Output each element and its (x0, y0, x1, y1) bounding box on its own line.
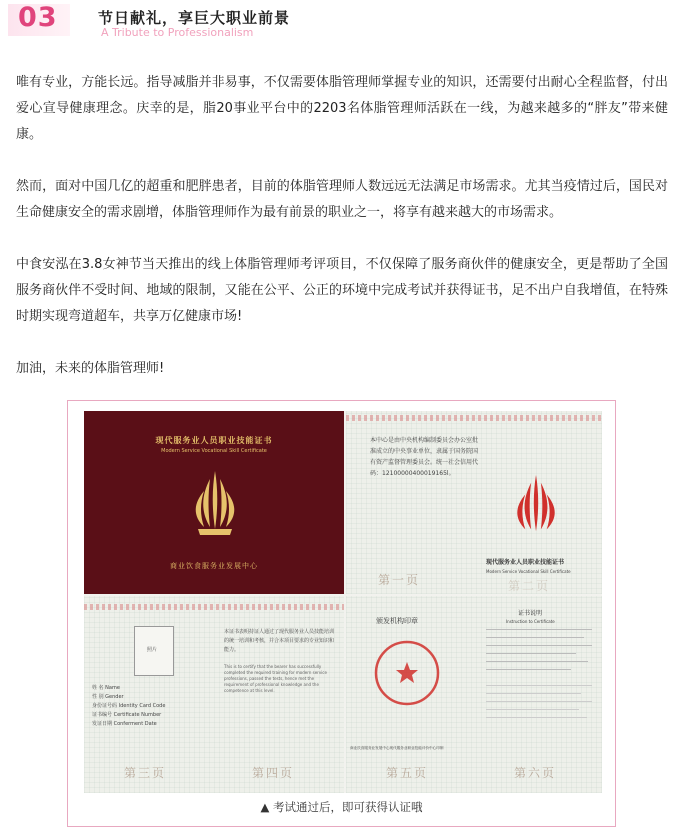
notes-lines (486, 628, 592, 724)
certificate-page-3-4 (84, 596, 344, 793)
paragraph: 唯有专业，方能长远。指导减脂并非易事，不仅需要体脂管理师掌握专业的知识，还需要付出耐心全程监督，付出爱心宣导健康理念。庆幸的是，脂20事业平台中的2203名体脂管理师活跃在一线，为越来越多的“胖友”带来健康。 (16, 75, 668, 142)
page1-label: 第一页 (378, 573, 421, 587)
field-cert-number: 证书编号 Certificate Number (92, 712, 162, 718)
section-subtitle: A Tribute to Professionalism (101, 26, 254, 39)
page6-label: 第六页 (514, 766, 557, 780)
photo-placeholder (134, 626, 174, 676)
section-number-badge (8, 4, 70, 36)
certificate-page-5-6 (346, 596, 602, 793)
section-title: 节日献礼，享巨大职业前景 (98, 9, 291, 27)
page4-label: 第四页 (252, 766, 295, 780)
official-seal-icon (372, 638, 442, 708)
cover-issuer: 商业饮食服务业发展中心 (170, 562, 258, 570)
notes-title-en: Instruction to Certificate (506, 619, 555, 624)
section-number: 03 (18, 2, 58, 33)
field-date: 发证日期 Conferment Date (92, 721, 157, 727)
page1-text: 本中心是由中央机构编制委员会办公室批准成立的中央事业单位，隶属于国务院国有资产监督管理委员会。统一社会信用代码：12100000400019165l。 (370, 437, 479, 477)
figure-caption: ▲ 考试通过后，即可获得认证哦 (260, 800, 423, 814)
decorative-band (84, 604, 344, 610)
certificate-photo (84, 411, 602, 793)
red-emblem-icon (511, 473, 561, 541)
article-body (16, 70, 668, 408)
decorative-band (346, 415, 602, 421)
paragraph: 然而，面对中国几亿的超重和肥胖患者，目前的体脂管理师人数远远无法满足市场需求。尤其当疫情过后，国民对生命健康安全的需求剧增，体脂管理师作为最有前景的职业之一，将享有越来越大的市场需求。 (16, 179, 668, 220)
paragraph: 加油，未来的体脂管理师! (16, 361, 165, 376)
field-name: 姓 名 Name (92, 685, 120, 691)
page2-title: 现代服务业人员职业技能证书 (486, 559, 565, 566)
notes-title: 证书说明 (518, 610, 543, 617)
paragraph: 中食安泓在3.8女神节当天推出的线上体脂管理师考评项目，不仅保障了服务商伙伴的健康安全，更是帮助了全国服务商伙伴不受时间、地域的限制，又能在公平、公正的环境中完成考试并获得证书，足不出户自我增值，在特殊时期实现弯道超车，共享万亿健康市场! (16, 257, 668, 324)
cover-title: 现代服务业人员职业技能证书 (155, 436, 273, 445)
certificate-page-1-2 (346, 411, 602, 594)
page2-label: 第二页 (508, 579, 551, 593)
page4-text-en: This is to certify that the bearer has successfully completed the required training for modern service professions, passed the tests, hence met the requirement of professional knowledge and the competence at this level. (224, 664, 327, 693)
field-id: 身份证号码 Identity Card Code (92, 703, 166, 709)
section-header (8, 4, 672, 40)
page3-label: 第三页 (124, 766, 167, 780)
photo-label: 照片 (147, 647, 158, 653)
gold-emblem-icon (190, 469, 240, 539)
seal-title: 颁发机构印章 (376, 617, 418, 625)
holder-fields (92, 684, 212, 729)
cover-title-en: Modern Service Vocational Skill Certificate (161, 448, 267, 454)
page5-label: 第五页 (386, 766, 429, 780)
page2-title-en: Modern Service Vocational Skill Certificate (486, 569, 571, 574)
certificate-cover (84, 411, 344, 594)
page5-bottom-text: 商业饮食服务业发展中心现代服务业职业技能评价中心印制 (350, 746, 444, 750)
page4-text-cn: 本证书表明持证人通过了现代服务业人员技能培训的统一培训和考核，并合本项目要求的专业知识和能力。 (224, 629, 335, 653)
field-gender: 性 别 Gender (92, 694, 124, 700)
certificate-figure (67, 400, 616, 827)
